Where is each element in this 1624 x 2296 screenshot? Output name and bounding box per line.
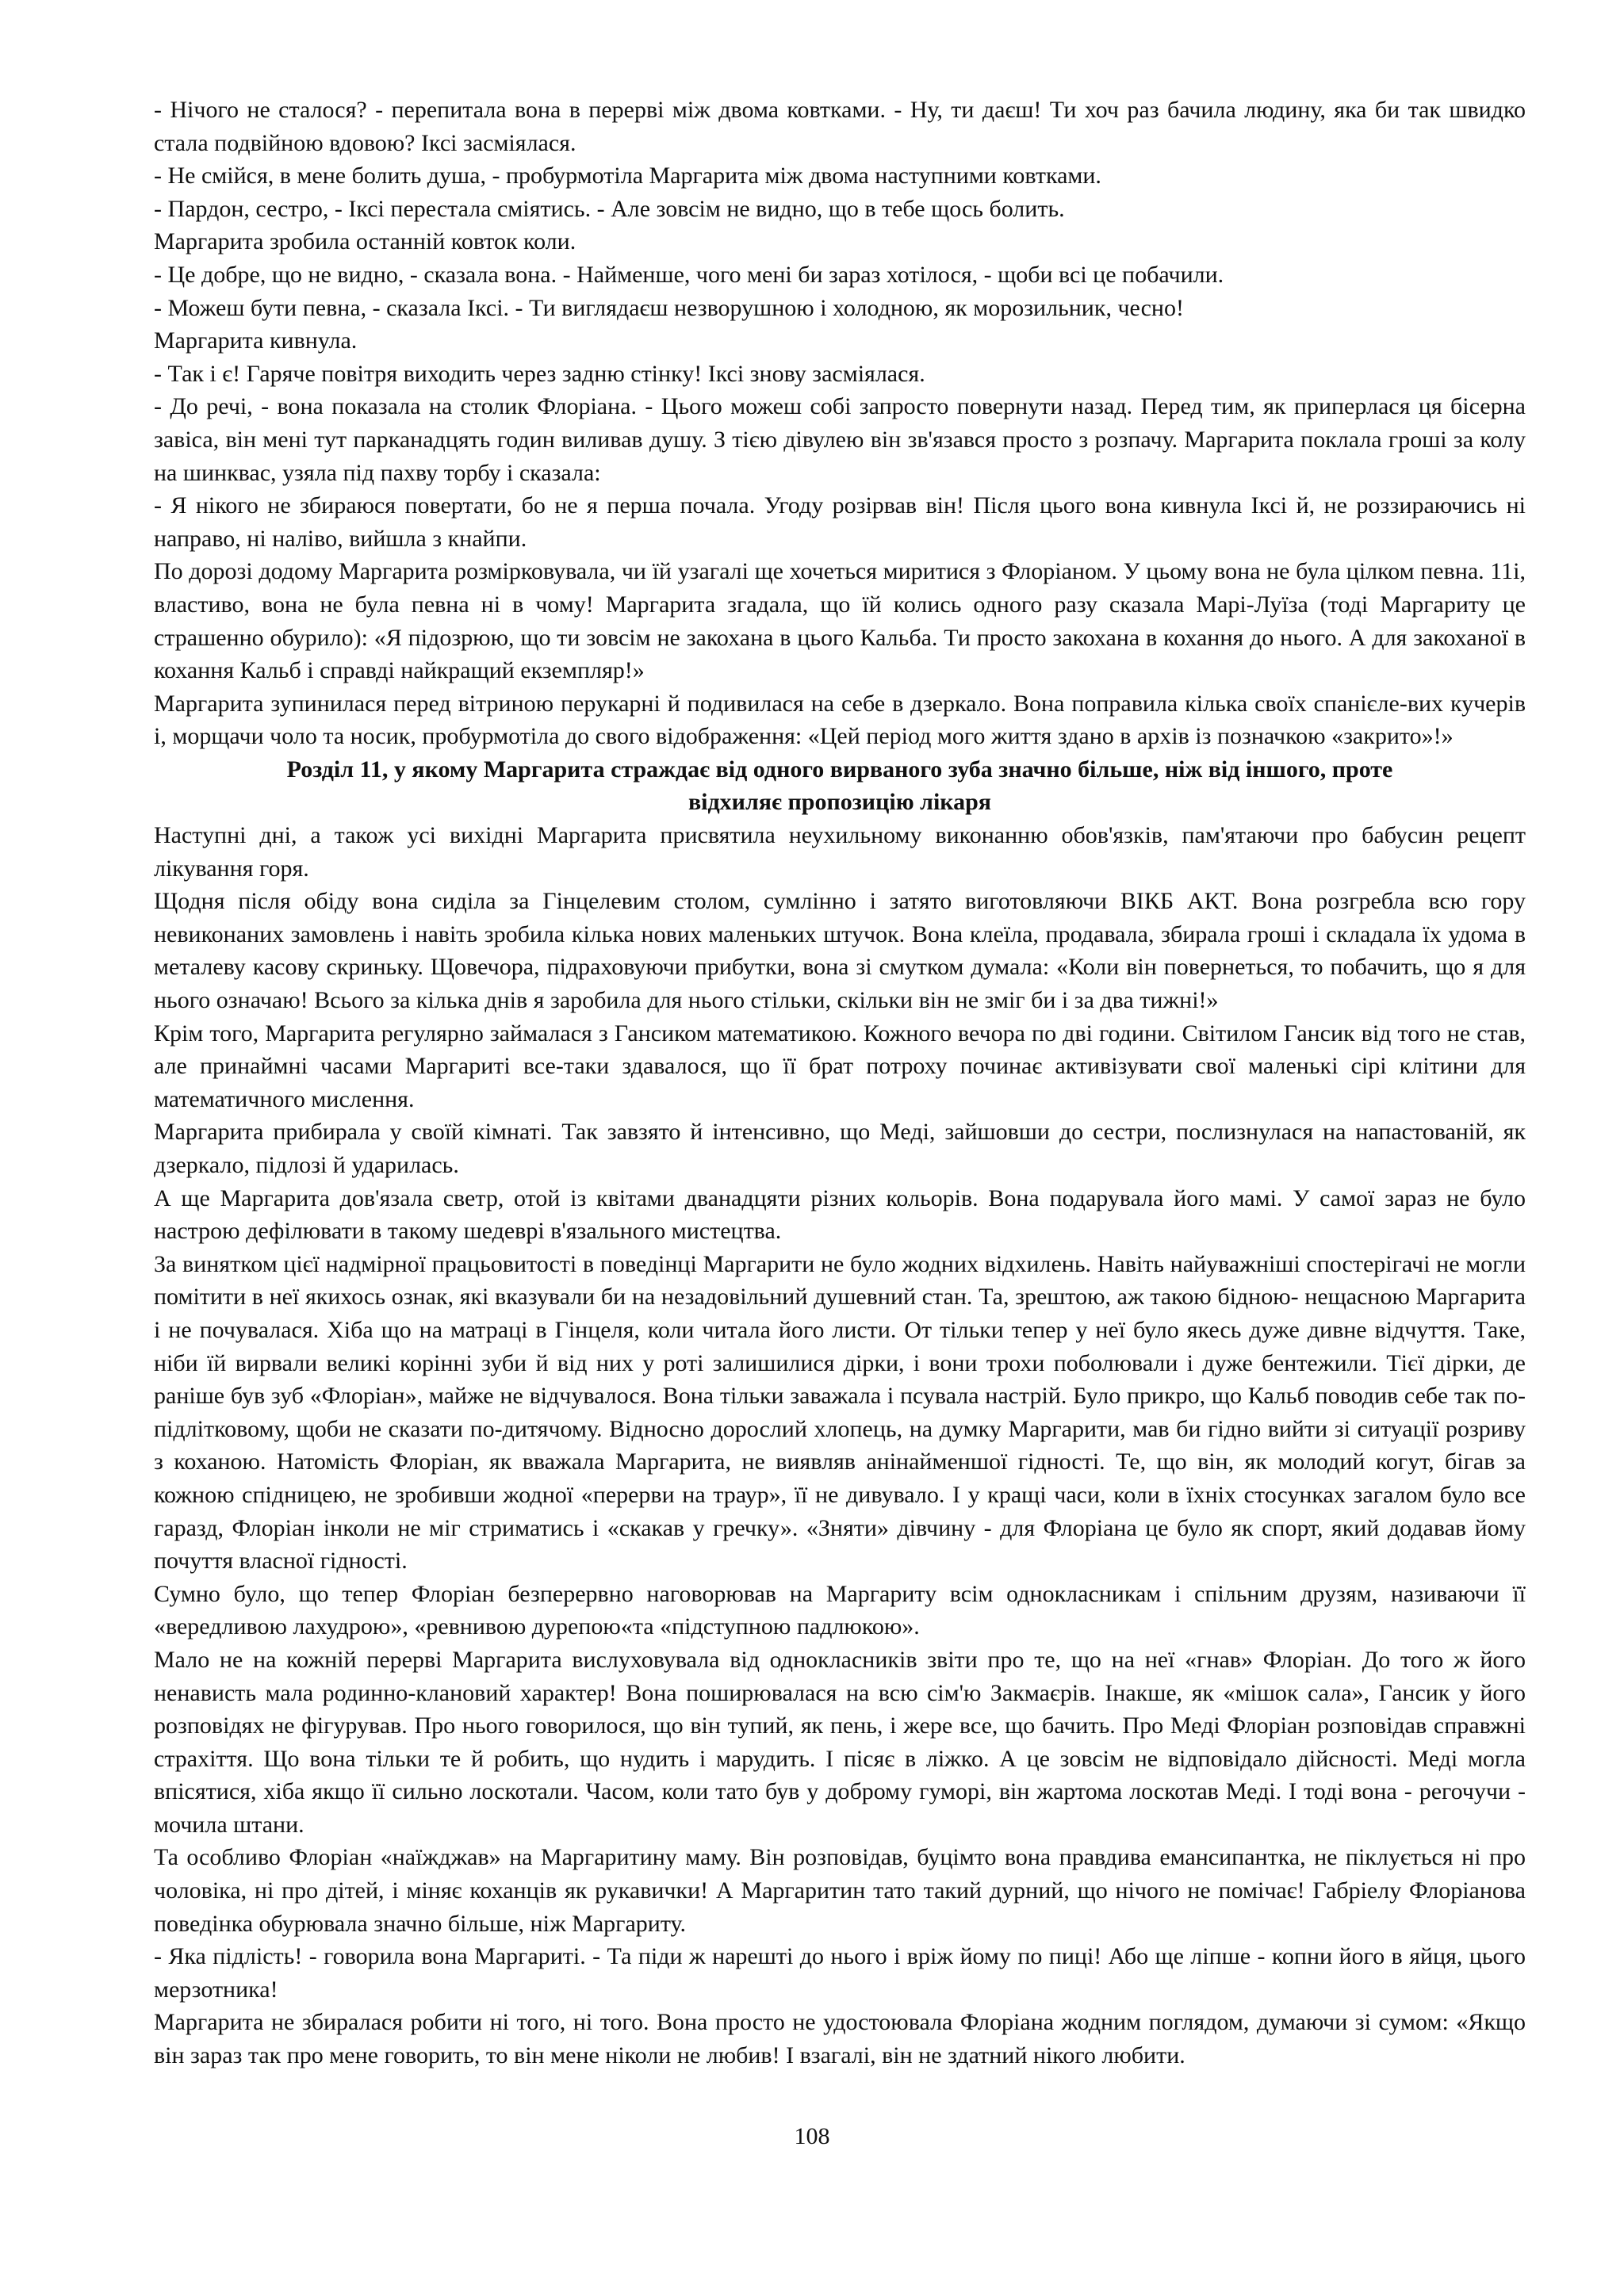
- chapter-heading-line-2: відхиляє пропозицію лікаря: [688, 789, 992, 816]
- paragraph: - Не смійся, в мене болить душа, - пробурмотіла Маргарита між двома наступними ковтками.: [154, 163, 1101, 189]
- paragraph: Маргарита зупинилася перед вітриною перукарні й подивилася на себе в дзеркало. Вона поправила кілька своїх спанієле-вих кучерів і, морщачи чоло та носик, пробурмотіла до свого відображення: «Цей період мого життя здано в архів із позначкою «закрито»!»: [154, 690, 1526, 750]
- paragraph: - Так і є! Гаряче повітря виходить через задню стінку! Іксі знову засміялася.: [154, 360, 925, 387]
- paragraph: Мало не на кожній перерві Маргарита вислуховувала від однокласників звіти про те, що на неї «гнав» Флоріан. До того ж його ненависть мала родинно-клановий характер! Вона поширювалася на всю сім'ю Закмаєрів. Інакше, як «мішок сала», Гансик у його розповідях не фігурував. Про нього говорилося, що він тупий, як пень, і жере все, що бачить. Про Меді Флоріан розповідав справжні страхіття. Що вона тільки те й робить, що нудить і марудить. І пісяє в ліжко. А це зовсім не відповідало дійсності. Меді могла впісятися, хіба якщо її сильно лоскотали. Часом, коли тато був у доброму гуморі, він жартома лоскотав Меді. І тоді вона - регочучи - мочила штани.: [154, 1646, 1526, 1838]
- paragraph: Та особливо Флоріан «наїжджав» на Маргаритину маму. Він розповідав, буцімто вона правдива емансипантка, не піклується ні про чоловіка, ні про дітей, і міняє коханців як рукавички! А Маргаритин тато такий дурний, що нічого не помічає! Габріелу Флоріанова поведінка обурювала значно більше, ніж Маргариту.: [154, 1844, 1526, 1937]
- paragraph: Маргарита кивнула.: [154, 327, 358, 354]
- paragraph: - Яка підлість! - говорила вона Маргариті. - Та піди ж нарешті до нього і вріж йому по пиці! Або ще ліпше - копни його в яйця, цього мерзотника!: [154, 1943, 1526, 2003]
- document-page: [154, 94, 1526, 2072]
- text-after-heading: [154, 819, 1526, 2072]
- paragraph: - Нічого не сталося? - перепитала вона в перерві між двома ковтками. - Ну, ти даєш! Ти хоч раз бачила людину, яка би так швидко стала подвійною вдовою? Іксі засміялася.: [154, 97, 1526, 156]
- paragraph: - До речі, - вона показала на столик Флоріана. - Цього можеш собі запросто повернути назад. Перед тим, як приперлася ця бісерна завіса, він мені тут парканадцять годин виливав душу. З тією дівулею він зв'язався просто з розпачу. Маргарита поклала гроші за колу на шинквас, узяла під пахву торбу і сказала:: [154, 393, 1526, 486]
- paragraph: Маргарита не збиралася робити ні того, ні того. Вона просто не удостоювала Флоріана жодним поглядом, думаючи зі сумом: «Якщо він зараз так про мене говорить, то він мене ніколи не любив! І взагалі, він не здатний нікого любити.: [154, 2009, 1526, 2069]
- paragraph: За винятком цієї надмірної працьовитості в поведінці Маргарити не було жодних відхилень. Навіть найуважніші спостерігачі не могли помітити в неї якихось ознак, які вказували би на незадовільний душевний стан. Та, зрештою, аж такою бідною- нещасною Маргарита і не почувалася. Хіба що на матраці в Гінцеля, коли читала його листи. От тільки тепер у неї було якесь дуже дивне відчуття. Таке, ніби їй вирвали великі корінні зуби й від них у роті залишилися дірки, і вони трохи поболювали і дуже бентежили. Тієї дірки, де раніше був зуб «Флоріан», майже не відчувалося. Вона тільки заважала і псувала настрій. Було прикро, що Кальб поводив себе так по-підлітковому, щоби не сказати по-дитячому. Відносно дорослий хлопець, на думку Маргарити, мав би гідно вийти зі ситуації розриву з коханою. Натомість Флоріан, як вважала Маргарита, не виявляв анінайменшої гідності. Те, що він, як молодий когут, бігав за кожною спідницею, не зробивши жодної «перерви на траур», її не дивувало. І у кращі часи, коли в їхніх стосунках загалом було все гаразд, Флоріан інколи не міг стриматись і «скакав у гречку». «Зняти» дівчину - для Флоріана це було як спорт, який додавав йому почуття власної гідності.: [154, 1250, 1526, 1575]
- paragraph: Сумно було, що тепер Флоріан безперервно наговорював на Маргариту всім однокласникам і спільним друзям, називаючи її «вередливою лахудрою», «ревнивою дурепою«та «підступною падлюкою».: [154, 1580, 1526, 1640]
- paragraph: Маргарита зробила останній ковток коли.: [154, 228, 576, 255]
- text-before-heading: [154, 94, 1526, 753]
- paragraph: Маргарита прибирала у своїй кімнаті. Так завзято й інтенсивно, що Меді, зайшовши до сестри, послизнулася на напастованій, як дзеркало, підлозі й ударилась.: [154, 1119, 1526, 1178]
- paragraph: - Пардон, сестро, - Іксі перестала сміятись. - Але зовсім не видно, що в тебе щось болить.: [154, 195, 1065, 222]
- chapter-heading: [154, 753, 1526, 819]
- paragraph: Крім того, Маргарита регулярно займалася з Гансиком математикою. Кожного вечора по дві години. Світилом Гансик від того не став, але принаймні часами Маргариті все-таки здавалося, що її брат потроху починає активізувати свої маленькі сірі клітини для математичного мислення.: [154, 1020, 1526, 1112]
- paragraph: - Це добре, що не видно, - сказала вона. - Найменше, чого мені би зараз хотілося, - щоби всі це побачили.: [154, 261, 1224, 288]
- paragraph: По дорозі додому Маргарита розмірковувала, чи їй узагалі ще хочеться миритися з Флоріаном. У цьому вона не була цілком певна. 11і, властиво, вона не була певна ні в чому! Маргарита згадала, що їй колись одного разу сказала Марі-Луїза (тоді Маргариту це страшенно обурило): «Я підозрюю, що ти зовсім не закохана в цього Кальба. Ти просто закохана в кохання до нього. А для закоханої в кохання Кальб і справді найкращий екземпляр!»: [154, 558, 1526, 684]
- paragraph: - Я нікого не збираюся повертати, бо не я перша почала. Угоду розірвав він! Після цього вона кивнула Іксі й, не роззираючись ні направо, ні наліво, вийшла з кнайпи.: [154, 492, 1526, 552]
- chapter-heading-line-1: Розділ 11, у якому Маргарита страждає від одного вирваного зуба значно більше, ніж від іншого, проте: [286, 756, 1393, 783]
- paragraph: Щодня після обіду вона сиділа за Гінцелевим столом, сумлінно і затято виготовляючи ВІКБ АКТ. Вона розгребла всю гору невиконаних замовлень і навіть зробила кілька нових маленьких штучок. Вона клеїла, продавала, збирала гроші і складала їх удома в металеву касову скриньку. Щовечора, підраховуючи прибутки, вона зі смутком думала: «Коли він повернеться, то побачить, що я для нього означаю! Всього за кілька днів я заробила для нього стільки, скільки він не зміг би і за два тижні!»: [154, 888, 1526, 1014]
- paragraph: А ще Маргарита дов'язала светр, отой із квітами дванадцяти різних кольорів. Вона подарувала його мамі. У самої зараз не було настрою дефілювати в такому шедеврі в'язального мистецтва.: [154, 1184, 1526, 1245]
- paragraph: - Можеш бути певна, - сказала Іксі. - Ти виглядаєш незворушною і холодною, як морозильник, чесно!: [154, 294, 1184, 321]
- page-number: 108: [794, 2123, 830, 2149]
- paragraph: Наступні дні, а також усі вихідні Маргарита присвятила неухильному виконанню обов'язків, пам'ятаючи про бабусин рецепт лікування горя.: [154, 822, 1526, 882]
